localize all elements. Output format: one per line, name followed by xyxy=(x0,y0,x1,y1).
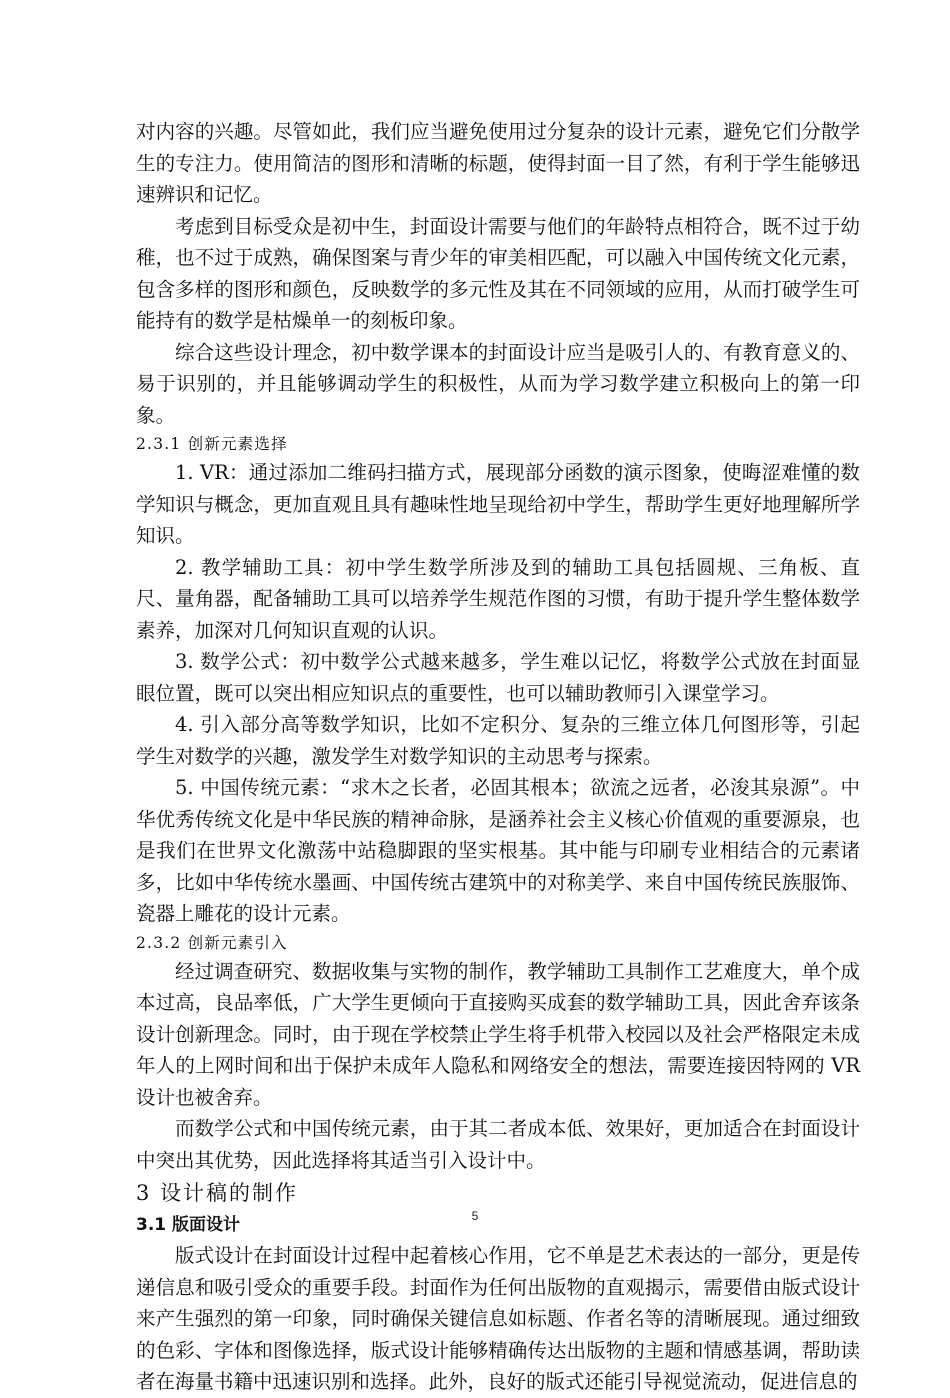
page-body xyxy=(136,116,860,1398)
list-item-vr: 1. VR：通过添加二维码扫描方式，展现部分函数的演示图象，使晦涩难懂的数学知识与概念，更加直观且具有趣味性地呈现给初中学生，帮助学生更好地理解所学知识。 xyxy=(136,461,860,547)
page-number: 5 xyxy=(471,1209,479,1223)
paragraph-research: 经过调查研究、数据收集与实物的制作，教学辅助工具制作工艺难度大，单个成本过高，良品率低，广大学生更倾向于直接购买成套的数学辅助工具，因此舍弃该条设计创新理念。同时，由于现在学校禁止学生将手机带入校园以及社会严格限定未成年人的上网时间和出于保护未成年人隐私和网络安全的想法，需要连接因特网的 VR 设计也被舍弃。 xyxy=(136,959,860,1109)
paragraph-summary: 综合这些设计理念，初中数学课本的封面设计应当是吸引人的、有教育意义的、易于识别的，并且能够调动学生的积极性，从而为学习数学建立积极向上的第一印象。 xyxy=(136,340,860,427)
list-item-advanced-math: 4. 引入部分高等数学知识，比如不定积分、复杂的三维立体几何图形等，引起学生对数学的兴趣，激发学生对数学知识的主动思考与探索。 xyxy=(136,713,860,768)
chapter-heading-3: 3 设计稿的制作 xyxy=(136,1181,299,1205)
section-heading-3-1: 3.1 版面设计 xyxy=(136,1215,241,1235)
section-heading-2-3-1: 2.3.1 创新元素选择 xyxy=(136,435,288,453)
list-item-traditional-elements: 5. 中国传统元素：“求木之长者，必固其根本；欲流之远者，必浚其泉源”。中华优秀传统文化是中华民族的精神命脉，是涵养社会主义核心价值观的重要源泉，也是我们在世界文化激荡中站稳脚跟的坚实根基。其中能与印刷专业相结合的元素诸多，比如中华传统水墨画、中国传统古建筑中的对称美学、来自中国传统民族服饰、瓷器上雕花的设计元素。 xyxy=(136,776,860,925)
list-item-teaching-tools: 2. 教学辅助工具：初中学生数学所涉及到的辅助工具包括圆规、三角板、直尺、量角器，配备辅助工具可以培养学生规范作图的习惯，有助于提升学生整体数学素养，加深对几何知识直观的认识。 xyxy=(136,555,860,642)
list-item-formulas: 3. 数学公式：初中数学公式越来越多，学生难以记忆，将数学公式放在封面显眼位置，既可以突出相应知识点的重要性，也可以辅助教师引入课堂学习。 xyxy=(136,650,860,705)
paragraph-layout-design: 版式设计在封面设计过程中起着核心作用，它不单是艺术表达的一部分，更是传递信息和吸引受众的重要手段。封面作为任何出版物的直观揭示，需要借由版式设计来产生强烈的第一印象，同时确保关键信息如标题、作者名等的清晰展现。通过细致的色彩、字体和图像选择，版式设计能够精确传达出版物的主题和情感基调，帮助读者在海量书籍中迅速识别和选择。此外，良好的版式还能引导视觉流动，促进信息的 xyxy=(136,1244,860,1393)
paragraph-continued: 对内容的兴趣。尽管如此，我们应当避免使用过分复杂的设计元素，避免它们分散学生的专注力。使用简洁的图形和清晰的标题，使得封面一目了然，有利于学生能够迅速辨识和记忆。 xyxy=(136,120,860,206)
section-heading-2-3-2: 2.3.2 创新元素引入 xyxy=(136,933,288,952)
paragraph-target-audience: 考虑到目标受众是初中生，封面设计需要与他们的年龄特点相符合，既不过于幼稚，也不过于成熟，确保图案与青少年的审美相匹配，可以融入中国传统文化元素，包含多样的图形和颜色，反映数学的多元性及其在不同领域的应用，从而打破学生可能持有的数学是枯燥单一的刻板印象。 xyxy=(136,214,860,332)
paragraph-selection: 而数学公式和中国传统元素，由于其二者成本低、效果好，更加适合在封面设计中突出其优势，因此选择将其适当引入设计中。 xyxy=(136,1117,860,1172)
